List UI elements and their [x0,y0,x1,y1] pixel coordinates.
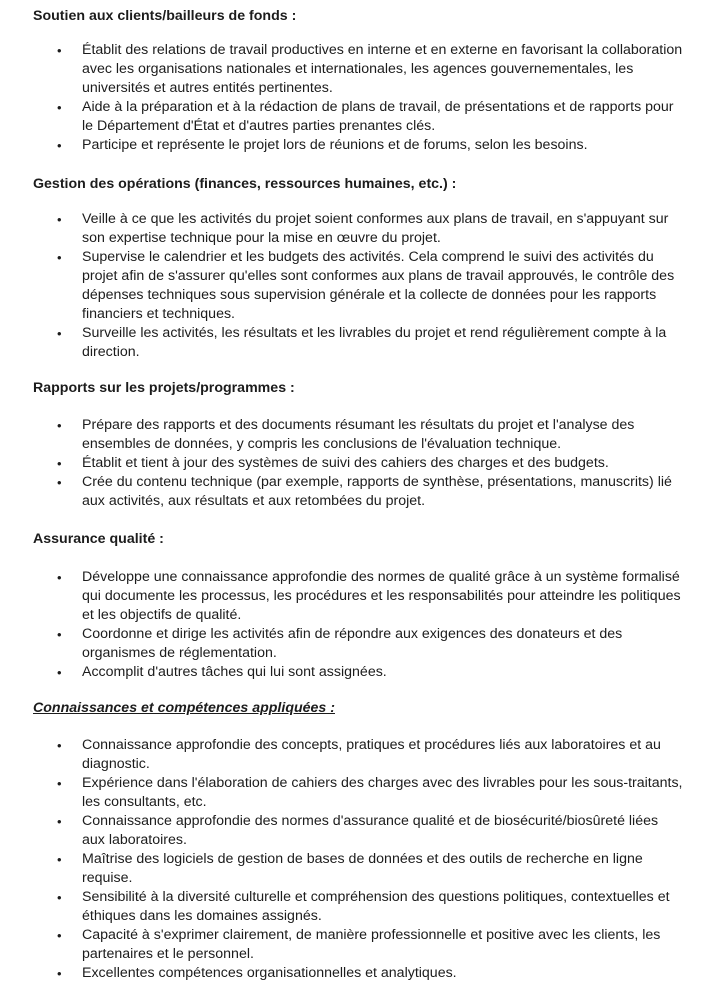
bullet-list [33,41,683,155]
list-item [33,812,683,850]
list-item-text: Veille à ce que les activités du projet soient conformes aux plans de travail, en s'appuyant sur son expertise technique pour la mise en œuvre du projet. [82,211,669,246]
list-item [33,210,683,248]
list-item-text: Sensibilité à la diversité culturelle et compréhension des questions politiques, contextuelles et éthiques dans les domaines assignés. [82,889,670,924]
list-item [33,888,683,926]
list-item-text: Connaissance approfondie des normes d'assurance qualité et de biosécurité/biosûreté liées aux laboratoires. [82,813,659,848]
list-item [33,625,683,663]
list-item [33,136,683,155]
list-item-text: Supervise le calendrier et les budgets des activités. Cela comprend le suivi des activités du projet afin de s'assurer qu'elles sont conformes aux plans de travail approuvés, le contrôle des dépenses techniques sous supervision générale et la collecte de données pour les rapports financiers et techniques. [82,249,675,322]
section-heading: Soutien aux clients/bailleurs de fonds : [33,8,297,24]
bullet-icon: • [57,456,62,471]
list-item-text: Expérience dans l'élaboration de cahiers des charges avec des livrables pour les sous-traitants, les consultants, etc. [82,775,683,810]
section-operations-management [33,175,683,360]
list-item [33,473,683,511]
bullet-icon: • [57,852,62,867]
list-item [33,926,683,964]
list-item-text: Développe une connaissance approfondie des normes de qualité grâce à un système formalisé qui documente les processus, les procédures et les responsabilités pour atteindre les politiques et les objectifs de qualité. [82,569,681,623]
list-item-text: Accomplit d'autres tâches qui lui sont assignées. [82,664,387,680]
bullet-icon: • [57,100,62,115]
bullet-icon: • [57,418,62,433]
list-item [33,248,683,324]
bullet-icon: • [57,890,62,905]
bullet-icon: • [57,738,62,753]
bullet-icon: • [57,326,62,341]
list-item [33,416,683,454]
list-item-text: Surveille les activités, les résultats et les livrables du projet et rend régulièrement compte à la direction. [82,325,667,360]
list-item-text: Excellentes compétences organisationnelles et analytiques. [82,965,457,981]
list-item-text: Coordonne et dirige les activités afin de répondre aux exigences des donateurs et des organismes de réglementation. [82,626,623,661]
list-item [33,98,683,136]
list-item-text: Établit des relations de travail productives en interne et en externe en favorisant la collaboration avec les organisations nationales et internationales, les agences gouvernementales, les universités et autres entités pertinentes. [82,42,683,96]
list-item-text: Maîtrise des logiciels de gestion de bases de données et des outils de recherche en ligne requise. [82,851,643,886]
list-item-text: Participe et représente le projet lors de réunions et de forums, selon les besoins. [82,137,588,153]
bullet-icon: • [57,776,62,791]
section-heading: Connaissances et compétences appliquées : [33,700,335,716]
list-item-text: Crée du contenu technique (par exemple, rapports de synthèse, présentations, manuscrits) lié aux activités, aux résultats et aux retombées du projet. [82,474,672,509]
bullet-icon: • [57,475,62,490]
bullet-icon: • [57,212,62,227]
bullet-icon: • [57,138,62,153]
list-item-text: Aide à la préparation et à la rédaction de plans de travail, de présentations et de rapports pour le Département d'État et d'autres parties prenantes clés. [82,99,674,134]
list-item-text: Établit et tient à jour des systèmes de suivi des cahiers des charges et des budgets. [82,455,609,471]
section-client-support [33,7,683,153]
bullet-list [33,736,683,983]
list-item-text: Capacité à s'exprimer clairement, de manière professionnelle et positive avec les clients, les partenaires et le personnel. [82,927,661,962]
list-item-text: Connaissance approfondie des concepts, pratiques et procédures liés aux laboratoires et au diagnostic. [82,737,661,772]
section-applied-skills [33,699,683,981]
bullet-icon: • [57,250,62,265]
list-item [33,736,683,774]
bullet-icon: • [57,570,62,585]
list-item [33,41,683,98]
list-item-text: Prépare des rapports et des documents résumant les résultats du projet et l'analyse des ensembles de données, y compris les conclusions de l'évaluation technique. [82,417,635,452]
list-item [33,774,683,812]
bullet-icon: • [57,665,62,680]
bullet-list [33,210,683,362]
list-item [33,324,683,362]
list-item [33,454,683,473]
bullet-icon: • [57,43,62,58]
list-item [33,663,683,682]
bullet-icon: • [57,627,62,642]
section-project-reports [33,379,683,509]
list-item [33,850,683,888]
section-quality-assurance [33,530,683,680]
section-heading: Gestion des opérations (finances, ressources humaines, etc.) : [33,176,457,192]
bullet-icon: • [57,966,62,981]
section-heading: Assurance qualité : [33,531,164,547]
bullet-list [33,568,683,682]
section-heading: Rapports sur les projets/programmes : [33,380,295,396]
list-item [33,964,683,983]
list-item [33,568,683,625]
bullet-list [33,416,683,511]
bullet-icon: • [57,814,62,829]
bullet-icon: • [57,928,62,943]
